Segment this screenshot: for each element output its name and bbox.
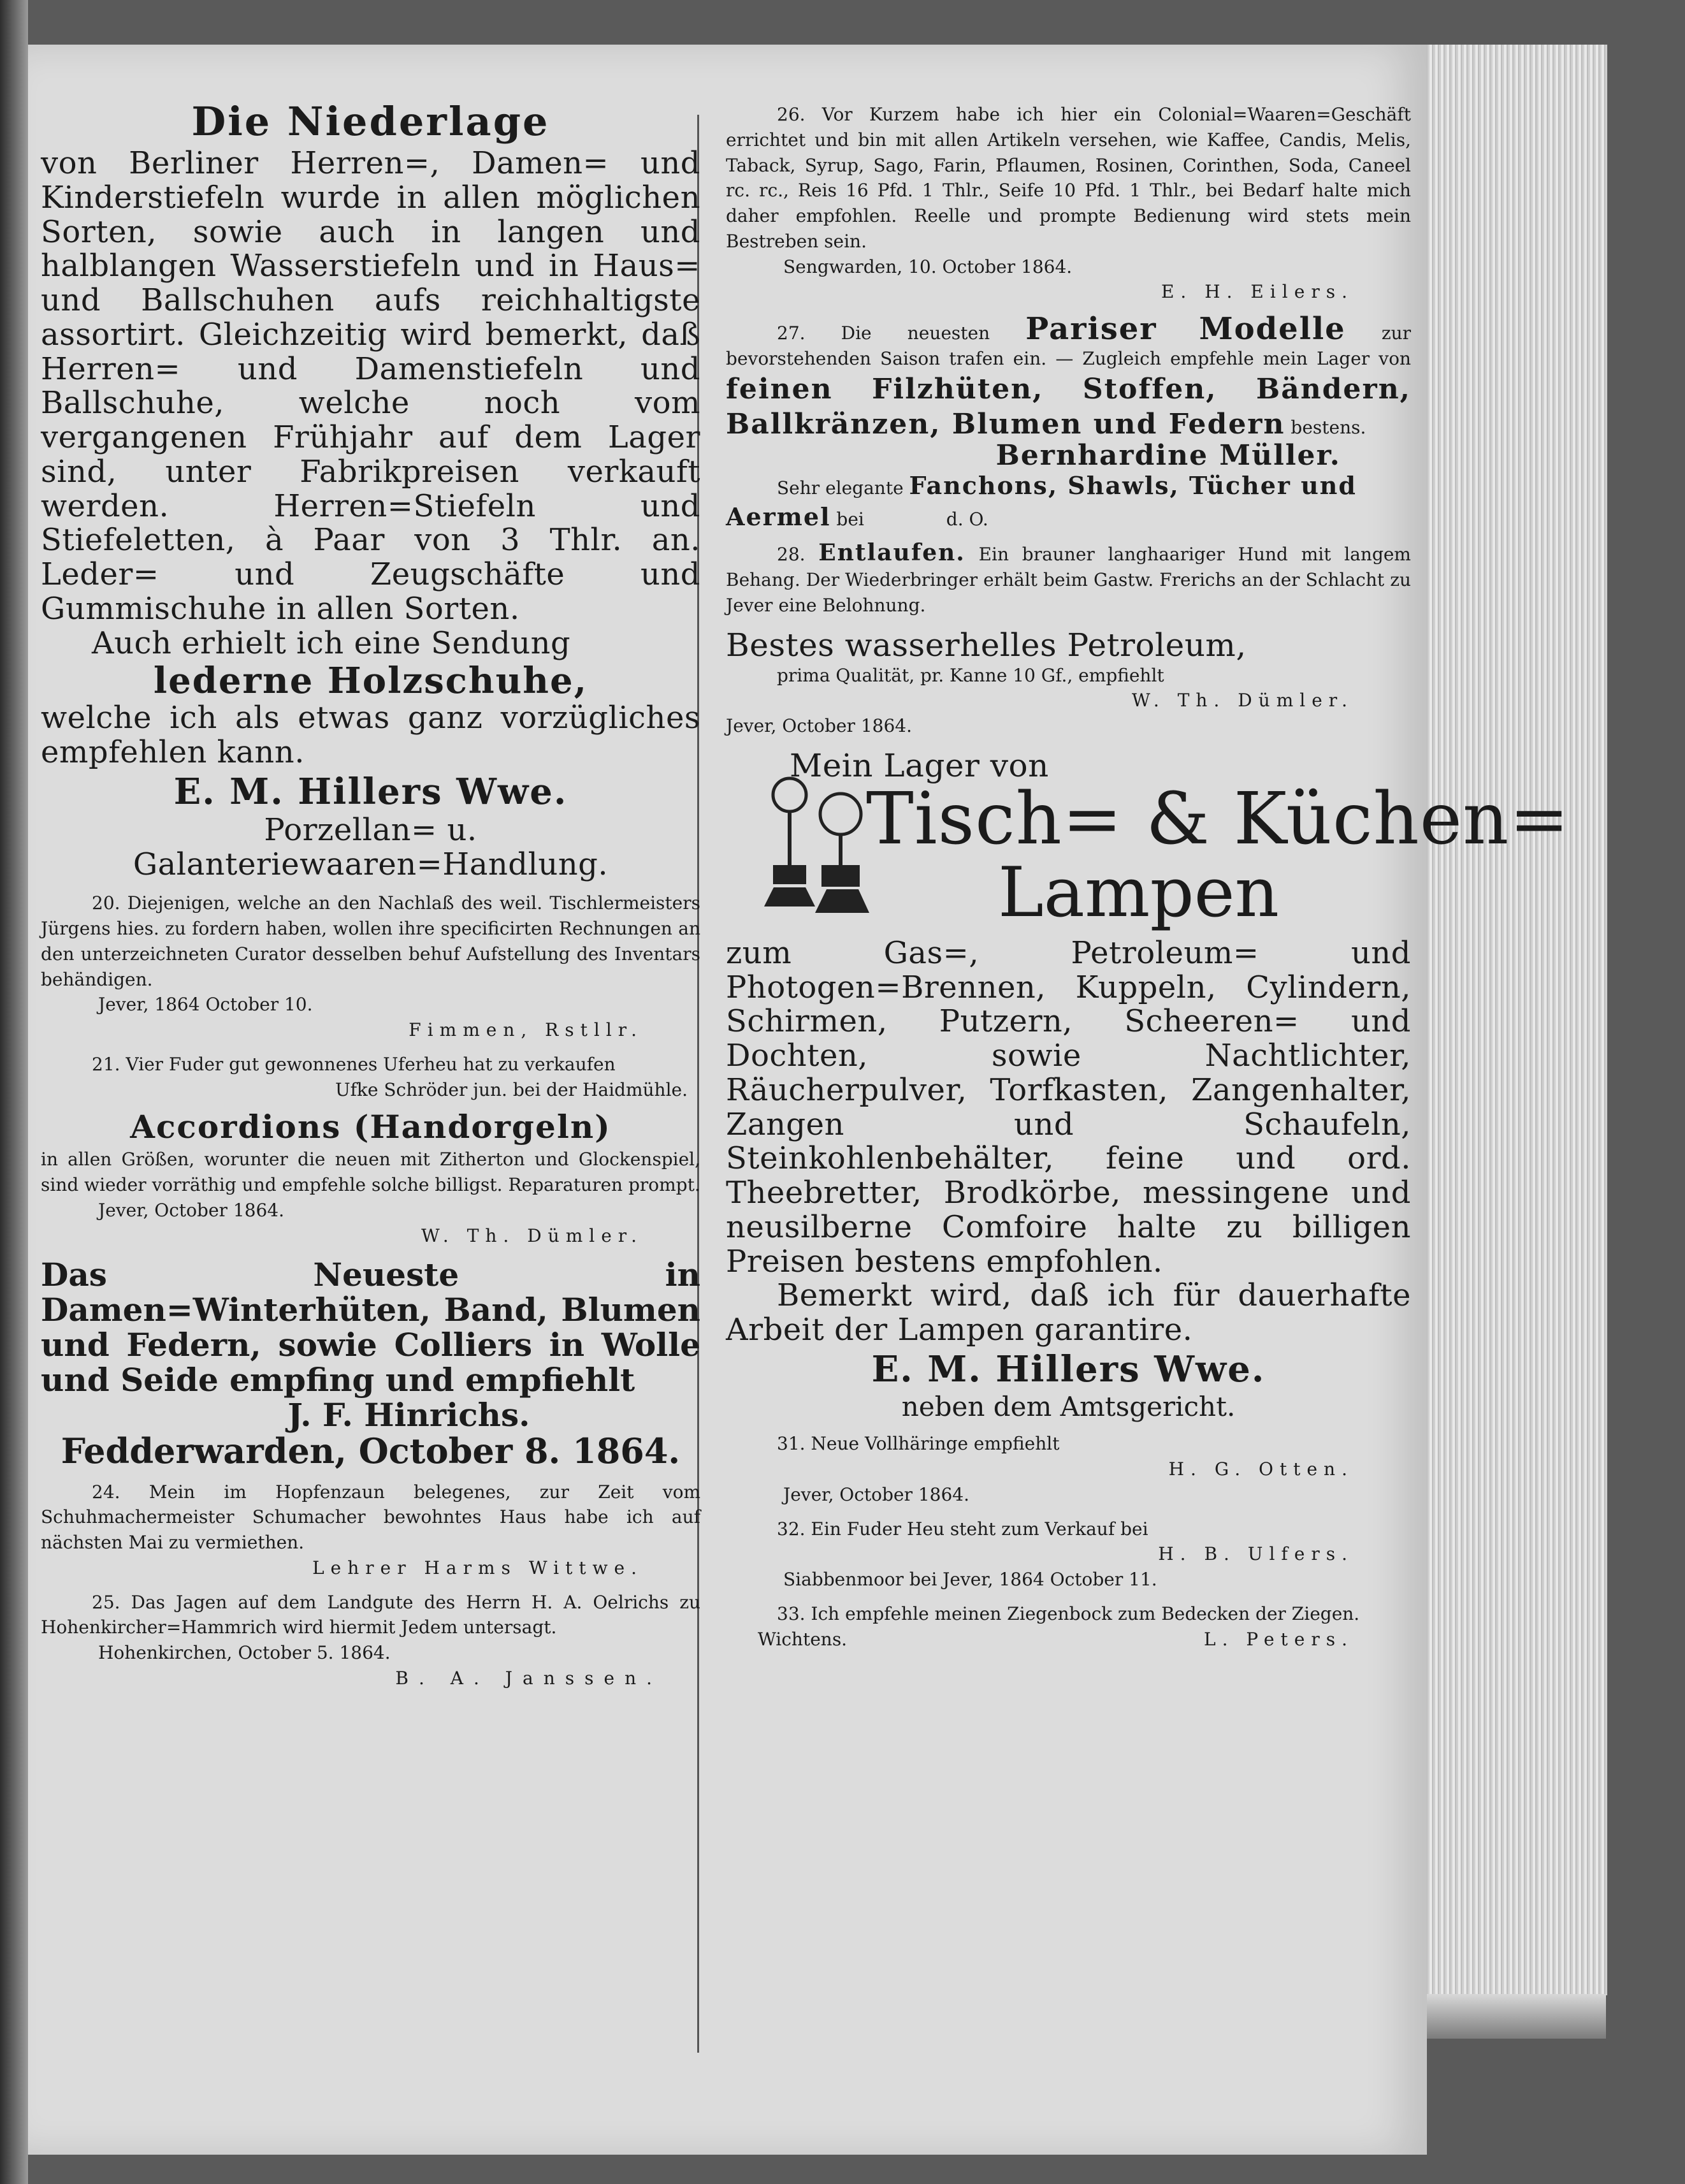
ad-32 bbox=[726, 1517, 1411, 1592]
ad-heading: Die Niederlage bbox=[191, 98, 550, 145]
ad-text: zur bevorstehenden Saison trafen ein. — Zugleich empfehle mein Lager von bbox=[726, 323, 1411, 369]
ad-26 bbox=[726, 102, 1411, 305]
ad-extra-signature: d. O. bbox=[946, 508, 988, 530]
ad-place-date: Jever, 1864 October 10. bbox=[98, 994, 313, 1016]
ad-extra-bold: Fanchons, Shawls, Tücher und Aermel bbox=[726, 470, 1357, 531]
ad-signature: W. Th. Dümler. bbox=[1132, 690, 1354, 711]
lamp-title-row bbox=[726, 777, 1570, 861]
ad-place: Wichtens. bbox=[758, 1628, 848, 1650]
newspaper-page bbox=[28, 45, 1570, 2155]
ad-place-date: Jever, October 1864. bbox=[98, 1199, 284, 1221]
ad-lead-bold: Entlaufen. bbox=[818, 539, 965, 567]
ad-title-line2: Lampen bbox=[997, 852, 1280, 933]
ad-text: 31. Neue Vollhäringe empfiehlt bbox=[777, 1433, 1060, 1455]
ad-signature: B. A. Janssen. bbox=[395, 1667, 662, 1689]
ad-signature: L. Peters. bbox=[1203, 1628, 1354, 1650]
ad-lead: 28. bbox=[777, 544, 806, 565]
ad-text: in allen Größen, worunter die neuen mit Zitherton und Glockenspiel, sind wieder vorräthig und empfehle solche billigst. Reparaturen prompt. bbox=[41, 1149, 700, 1195]
ad-21 bbox=[41, 1052, 700, 1103]
ad-neueste bbox=[41, 1257, 700, 1470]
ad-signature: Bernhardine Müller. bbox=[995, 439, 1341, 472]
ad-product: lederne Holzschuhe, bbox=[153, 660, 588, 703]
ad-address: neben dem Amtsgericht. bbox=[901, 1390, 1236, 1422]
ad-25 bbox=[41, 1590, 700, 1691]
ad-extra-tail: bei bbox=[836, 508, 864, 530]
ad-heading: Accordions (Handorgeln) bbox=[130, 1108, 611, 1146]
ad-signature: Ufke Schröder jun. bei der Haidmühle. bbox=[335, 1079, 688, 1100]
ad-body: zum Gas=, Petroleum= und Photogen=Brennen, Kuppeln, Cylindern, Schirmen, Putzern, Scheeren= und Dochten, sowie Nachtlichter, Räucherpulver, Torfkasten, Zangenhalter, Zangen und Schaufeln, Steinkohlenbehälter, feine und ord. Theebretter, Brodkörbe, messingene und neusilberne Comfoire halte zu billigen Preisen bestens empfohlen. bbox=[726, 935, 1411, 1279]
ad-24 bbox=[41, 1480, 700, 1581]
ad-31 bbox=[726, 1431, 1411, 1507]
ad-tail: bestens. bbox=[1291, 416, 1366, 438]
ad-signature: H. B. Ulfers. bbox=[1158, 1543, 1354, 1565]
ad-text: 25. Das Jagen auf dem Landgute des Herrn H. A. Oelrichs zu Hohenkircher=Hammrich wird hiermit Jedem untersagt. bbox=[41, 1591, 700, 1638]
ad-business: Porzellan= u. Galanteriewaaren=Handlung. bbox=[133, 812, 609, 882]
ad-niederlage bbox=[41, 98, 700, 882]
ad-line: welche ich als etwas ganz vorzügliches empfehlen kann. bbox=[41, 700, 700, 770]
ad-place-date: Hohenkirchen, October 5. 1864. bbox=[98, 1642, 391, 1664]
ad-note: Bemerkt wird, daß ich für dauerhafte Arbeit der Lampen garantire. bbox=[726, 1278, 1411, 1348]
ad-body: von Berliner Herren=, Damen= und Kinderstiefeln wurde in allen möglichen Sorten, sowie auch in langen und halblangen Wasserstiefeln und in Haus= und Ballschuhen aufs reichhaltigste assortirt. Gleichzeitig wird bemerkt, daß Herren= und Damenstiefeln und Ballschuhe, welche noch vom vergangenen Frühjahr auf dem Lager sind, unter Fabrikpreisen verkauft werden. Herren=Stiefeln und Stiefeletten, à Paar von 3 Thlr. an. Leder= und Zeugschäfte und Gummischuhe in allen Sorten. bbox=[41, 145, 700, 627]
ad-extra-lead: Sehr elegante bbox=[777, 477, 904, 499]
ad-petroleum bbox=[726, 627, 1411, 739]
ad-signature: E. M. Hillers Wwe. bbox=[173, 770, 568, 813]
ad-bold-items: feinen Filzhüten, Stoffen, Bändern, Ballkränzen, Blumen und Federn bbox=[726, 372, 1411, 440]
ad-text: 21. Vier Fuder gut gewonnenes Uferheu hat zu verkaufen bbox=[92, 1053, 616, 1075]
ad-text: 24. Mein im Hopfenzaun belegenes, zur Zeit vom Schuhmachermeister Schumacher bewohntes Haus habe ich auf nächsten Mai zu vermiethen. bbox=[41, 1481, 700, 1554]
ad-text: prima Qualität, pr. Kanne 10 Gf., empfiehlt bbox=[777, 664, 1164, 686]
ad-20 bbox=[41, 891, 700, 1043]
ad-text: Das Neueste in Damen=Winterhüten, Band, Blumen und Federn, sowie Colliers in Wolle und Seide empfing und empfiehlt bbox=[41, 1256, 700, 1399]
ad-title-line1: Tisch= & Küchen= bbox=[866, 777, 1570, 861]
ad-place-date: Jever, October 1864. bbox=[726, 715, 912, 737]
ad-text: 26. Vor Kurzem habe ich hier ein Colonial=Waaren=Geschäft errichtet und bin mit allen Artikeln versehen, wie Kaffee, Candis, Melis, Taback, Syrup, Sago, Farin, Pflaumen, Rosinen, Corinthen, Soda, Caneel rc. rc., Reis 16 Pfd. 1 Thlr., Seife 10 Pfd. 1 Thlr., bei Bedarf halte mich daher empfohlen. Reelle und prompte Bedienung wird stets mein Bestreben sein. bbox=[726, 104, 1411, 252]
oil-lamp-icon bbox=[745, 769, 872, 922]
ad-place-date: Sengwarden, 10. October 1864. bbox=[783, 256, 1073, 277]
ad-text: 20. Diejenigen, welche an den Nachlaß des weil. Tischlermeisters Jürgens hies. zu fordern haben, wollen ihre specificirten Rechnungen an den unterzeichneten Curator desselben behuf Aufstellung des Inventars behändigen. bbox=[41, 892, 700, 990]
ad-27 bbox=[726, 311, 1411, 532]
page-edges bbox=[1416, 45, 1607, 1995]
ad-intro: Mein Lager von bbox=[790, 746, 1049, 784]
ad-place-date: Jever, October 1864. bbox=[783, 1483, 969, 1505]
ad-line: Auch erhielt ich eine Sendung bbox=[92, 625, 571, 661]
ad-heading: Bestes wasserhelles Petroleum, bbox=[726, 626, 1247, 664]
ad-signature: W. Th. Dümler. bbox=[421, 1225, 643, 1246]
ad-lampen bbox=[726, 746, 1570, 1423]
ad-text: Ein brauner langhaariger Hund mit langem Behang. Der Wiederbringer erhält beim Gastw. Frerichs an der Schlacht zu Jever eine Belohnung. bbox=[726, 544, 1411, 616]
ad-text: 32. Ein Fuder Heu steht zum Verkauf bei bbox=[777, 1518, 1148, 1540]
ad-signature: E. H. Eilers. bbox=[1161, 281, 1354, 303]
ad-signature: Lehrer Harms Wittwe. bbox=[312, 1557, 643, 1578]
book-spine bbox=[0, 0, 28, 2184]
ad-lead: 27. Die neuesten bbox=[777, 323, 990, 344]
ad-signature: J. F. Hinrichs. bbox=[287, 1396, 530, 1434]
ad-lead-bold: Pariser Modelle bbox=[1025, 311, 1346, 347]
ad-text: 33. Ich empfehle meinen Ziegenbock zum Bedecken der Ziegen. bbox=[777, 1603, 1360, 1624]
ad-signature: H. G. Otten. bbox=[1168, 1459, 1354, 1480]
ad-accordions bbox=[41, 1108, 700, 1248]
ad-place-date: Fedderwarden, October 8. 1864. bbox=[61, 1431, 681, 1472]
ad-signature: Fimmen, Rstllr. bbox=[409, 1019, 643, 1040]
right-column bbox=[726, 102, 1570, 1652]
ad-place-date: Siabbenmoor bei Jever, 1864 October 11. bbox=[783, 1569, 1157, 1591]
ad-33 bbox=[726, 1601, 1411, 1652]
left-column bbox=[41, 98, 700, 1691]
ad-28 bbox=[726, 541, 1411, 618]
ad-signature: E. M. Hillers Wwe. bbox=[871, 1348, 1266, 1390]
